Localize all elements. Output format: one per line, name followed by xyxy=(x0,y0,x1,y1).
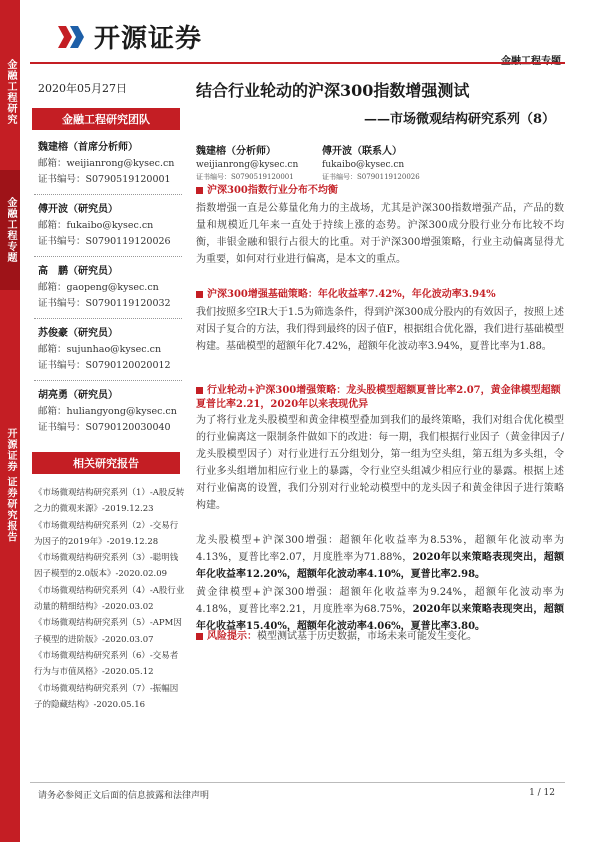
analyst-email: 邮箱：huliangyong@kysec.cn xyxy=(38,406,177,417)
related-report-item[interactable]: 《市场微观结构研究系列（2）-交易行为因子的2019年》-2019.12.28 xyxy=(34,520,179,547)
author-card xyxy=(322,145,420,183)
brand-name: 开源证券 xyxy=(94,24,203,54)
related-report-item[interactable]: 《市场微观结构研究系列（3）-聪明钱因子模型的2.0版本》-2020.02.09 xyxy=(34,553,179,580)
analyst-cert: 证书编号：S0790120030040 xyxy=(38,422,171,433)
section-heading xyxy=(196,184,566,198)
section-heading-text: 沪深300增强基础策略：年化收益率7.42%，年化波动率3.94% xyxy=(207,289,496,300)
related-reports-title: 相关研究报告 xyxy=(32,452,180,474)
result-highlight: 2020年以来策略表现突出，超额年化收益率15.40%，超额年化波动率4.06%，夏普比率3.80。 xyxy=(196,604,564,632)
report-date: 2020年05月27日 xyxy=(38,82,127,95)
section-heading xyxy=(196,288,566,302)
analyst-card xyxy=(38,264,188,312)
bullet-icon xyxy=(196,187,203,194)
analyst-card xyxy=(38,388,188,436)
risk-label: 风险提示： xyxy=(207,631,257,642)
left-sidebar-band xyxy=(0,0,20,842)
brand-logo xyxy=(56,18,202,55)
analyst-cert: 证书编号：S0790119120026 xyxy=(38,236,171,247)
author-cert: 证书编号：S0790119120026 xyxy=(322,173,420,181)
analyst-cert: 证书编号：S0790119120032 xyxy=(38,298,171,309)
related-report-item[interactable]: 《市场微观结构研究系列（7）-振幅因子的隐藏结构》-2020.05.16 xyxy=(34,683,179,710)
author-name: 傅开波（联系人） xyxy=(322,146,402,157)
team-section-title: 金融工程研究团队 xyxy=(32,108,180,130)
page-number: 1 / 12 xyxy=(529,788,555,798)
analyst-name: 魏建榕（首席分析师） xyxy=(38,142,138,153)
section-body: 为了将行业龙头股模型和黄金律模型叠加到我们的最终策略，我们对组合优化模型的行业偏离这一限制条件做如下的改进：每一期，我们根据行业因子（黄金律因子/龙头股模型因子）对行业进行五分组划分，第一组为空头组，第五组为多头组，令行业多头组增加相应行业上的暴露，令行业空头组减少相应行业的暴露。根据上述对行业偏离的设置，我们分别对行业轮动模型中的龙头因子和黄金律因子进行策略构建。 xyxy=(196,415,564,511)
analyst-email: 邮箱：sujunhao@kysec.cn xyxy=(38,344,162,355)
analyst-email: 邮箱：gaopeng@kysec.cn xyxy=(38,282,159,293)
divider xyxy=(34,256,182,257)
risk-notice xyxy=(196,628,564,645)
analyst-name: 高 鹏（研究员） xyxy=(38,266,118,277)
author-card xyxy=(196,145,298,183)
sidebar-label-research: 金融工程研究 xyxy=(5,59,16,125)
related-report-item[interactable]: 《市场微观结构研究系列（6）-交易者行为与市值风格》-2020.05.12 xyxy=(34,650,179,678)
doc-type-label: 金融工程专题 xyxy=(501,56,561,67)
bullet-icon xyxy=(196,291,203,298)
divider xyxy=(34,318,182,319)
header-divider xyxy=(30,62,565,64)
section-body: 指数增强一直是公募量化角力的主战场，尤其是沪深300指数增强产品，产品的数量和规模近几年来一直处于持续上涨的态势。沪深300成分股行业分布比较不均衡，非银金融和银行占很大的比重。对于沪深300增强策略，行业主动偏离显得尤为重要，如何对行业进行偏离，是本文的重点。 xyxy=(196,203,564,265)
analyst-email: 邮箱：weijianrong@kysec.cn xyxy=(38,158,175,169)
result-text: 黄金律模型+沪深300增强：超额年化收益率为9.24%，超额年化波动率为4.18%，夏普比率2.21，月度胜率为68.75%， xyxy=(196,587,564,615)
section-heading-text: 沪深300指数行业分布不均衡 xyxy=(207,185,338,196)
related-report-item[interactable]: 《市场微观结构研究系列（4）-A股行业动量的精细结构》-2020.03.02 xyxy=(34,585,185,613)
analyst-card xyxy=(38,326,188,374)
sidebar-label-topic: 金融工程专题 xyxy=(0,170,20,290)
report-title: 结合行业轮动的沪深300指数增强测试 xyxy=(196,81,470,100)
analyst-card xyxy=(38,140,188,188)
bullet-icon xyxy=(196,633,203,640)
author-name: 魏建榕（分析师） xyxy=(196,146,276,157)
analyst-card xyxy=(38,202,188,250)
footer-disclaimer: 请务必参阅正文后面的信息披露和法律声明 xyxy=(38,791,210,801)
section-body: 我们按照多空IR大于1.5为筛选条件，得到沪深300成分股内的有效因子，按照上述对因子复合的方法，我们得到最终的因子值F，根据组合优化器，我们进行基础模型构建。基础模型的超额年化7.42%，超额年化波动率3.94%，夏普比率为1.88。 xyxy=(196,307,564,352)
section-heading xyxy=(196,384,566,412)
divider xyxy=(34,194,182,195)
analyst-name: 苏俊豪（研究员） xyxy=(38,328,118,339)
analyst-cert: 证书编号：S0790120020012 xyxy=(38,360,171,371)
analyst-email: 邮箱：fukaibo@kysec.cn xyxy=(38,220,154,231)
sidebar-label-brand: 开源证券 证券研究报告 xyxy=(5,427,16,543)
divider xyxy=(34,380,182,381)
analyst-cert: 证书编号：S0790519120001 xyxy=(38,174,171,185)
bullet-icon xyxy=(196,387,203,394)
author-email: weijianrong@kysec.cn xyxy=(196,160,299,170)
related-report-item[interactable]: 《市场微观结构研究系列（5）-APM因子模型的进阶版》-2020.03.07 xyxy=(34,618,182,645)
result-text: 龙头股模型+沪深300增强：超额年化收益率为8.53%，超额年化波动率为4.13%，夏普比率2.07，月度胜率为71.88%， xyxy=(196,535,564,563)
analyst-name: 傅开波（研究员） xyxy=(38,204,118,215)
result-highlight: 2020年以来策略表现突出，超额年化收益率12.20%，超额年化波动率4.10%，夏普比率2.98。 xyxy=(196,552,564,580)
related-report-item[interactable]: 《市场微观结构研究系列（1）-A股反转之力的微观来源》-2019.12.23 xyxy=(34,488,185,515)
logo-mark-icon xyxy=(56,24,86,50)
related-reports-list xyxy=(34,485,186,713)
author-email: fukaibo@kysec.cn xyxy=(322,160,405,170)
report-subtitle: ——市场微观结构研究系列（8） xyxy=(363,112,555,127)
risk-text: 模型测试基于历史数据，市场未来可能发生变化。 xyxy=(257,631,477,642)
analyst-name: 胡亮勇（研究员） xyxy=(38,390,118,401)
author-cert: 证书编号：S0790519120001 xyxy=(196,173,294,181)
footer-divider xyxy=(30,782,565,783)
section-body-result xyxy=(196,532,564,583)
section-heading-text: 行业轮动+沪深300增强策略：龙头股模型超额夏普比率2.07，黄金律模型超额夏普比率2.21，2020年以来表现优异 xyxy=(196,385,561,410)
